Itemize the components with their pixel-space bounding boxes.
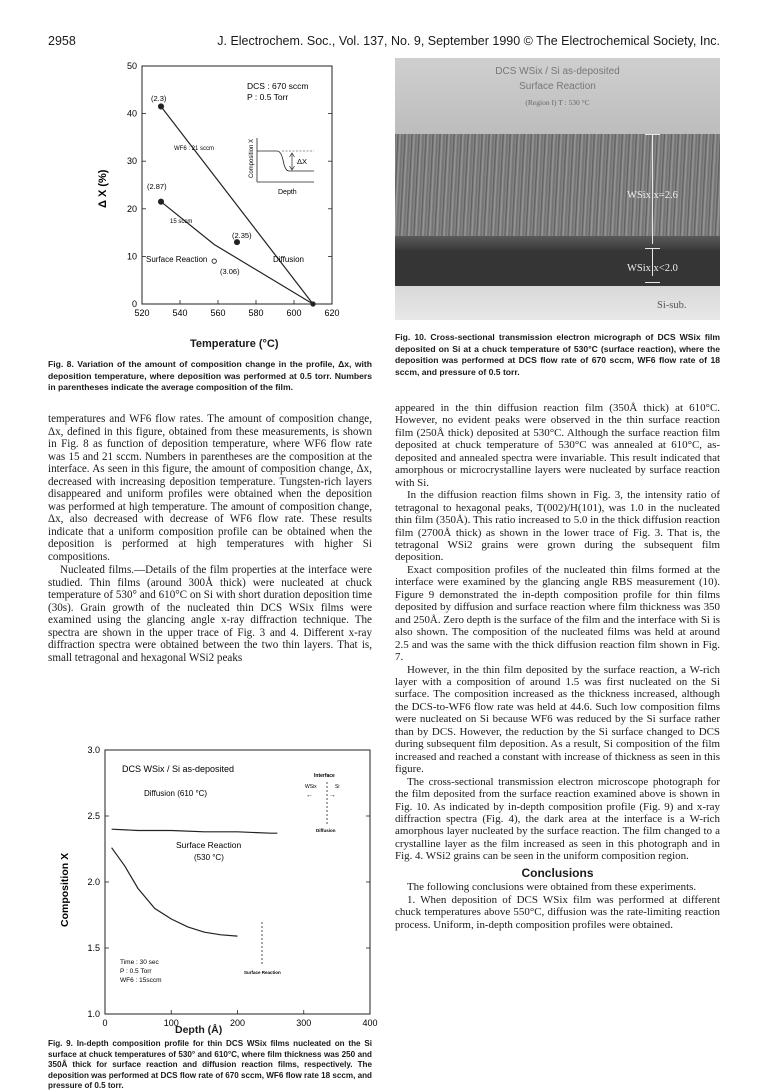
fig8-ytick-label: 10 <box>126 251 137 262</box>
fig9-series-line-1 <box>112 829 278 833</box>
fig10-crystalline-region <box>395 134 720 244</box>
fig8-ytick-label: 20 <box>126 203 137 214</box>
fig8-xtick-label: 520 <box>134 308 150 318</box>
left-column-text <box>48 413 372 664</box>
fig8-annot-wf6-21: WF6 : 21 sccm <box>174 146 215 152</box>
fig8-data-point <box>310 301 315 306</box>
fig10-title-3: (Region I) T : 530 °C <box>525 98 590 107</box>
fig9-condition-wf6: WF6 : 15sccm <box>120 977 162 984</box>
fig8-xtick-label: 560 <box>210 308 226 318</box>
right-column-text <box>395 402 720 931</box>
fig8-xtick-label: 580 <box>248 308 264 318</box>
fig10-title-1: DCS WSix / Si as-deposited <box>495 66 620 77</box>
fig8-data-point <box>234 240 239 245</box>
fig9-surface-label-2: (530 °C) <box>194 853 224 862</box>
fig8-y-axis-label: Δ X (%) <box>97 169 109 208</box>
conclusions-paragraph-2: 1. When deposition of DCS WSix film was performed at different chuck temperatures above 550°C, diffusion was the rate-limiting reaction process. Uniform, in-depth composition profiles were obtained. <box>395 893 720 931</box>
fig10-label-wsix-mid: WSix x<2.0 <box>627 263 678 274</box>
fig9-arrow-right-icon: → <box>329 792 336 799</box>
fig9-ticks <box>87 745 377 1028</box>
fig9-caption: Fig. 9. In-depth composition profile for thin DCS WSix films nucleated on the Si surface at chuck temperatures of 530° and 610°C, where film thickness was 250 and 350Å thick for surface reaction and diffusion reaction films, respectively. The deposition was performed at DCS flow rate of 670 sccm, WF6 flow rate 18 sccm, and pressure of 0.5 torr. <box>48 1039 372 1091</box>
right-paragraph-5: The cross-sectional transmission electron microscope photograph for the film deposited from the surface reaction examined above is shown in Fig. 10. As indicated by in-depth composition profile (Fig. 9) and x-ray diffraction spectra (Fig. 4), the dark area at the interface is a W-rich amorphous layer nucleated by the surface reaction. The film changed to a crystalline layer as the film increased as seen in this photograph and in Fig. 4. WSi2 grains can be seen in the uniform composition region. <box>395 775 720 863</box>
fig9-ytick-label: 2.5 <box>87 811 100 821</box>
fig8-inset-xlabel: Depth <box>278 189 297 196</box>
fig8-point-label-1: (2.3) <box>151 94 167 103</box>
fig10-caption: Fig. 10. Cross-sectional transmission electron micrograph of DCS WSix film deposited on Si at a chuck temperature of 530°C (surface reaction), where the deposition was performed at DCS flow rate of 670 sccm, WF6 flow rate of 18 sccm, and pressure of 0.5 torr. <box>395 332 720 377</box>
fig8-point-label-3: (2.35) <box>232 231 252 240</box>
fig9-surface-label-1: Surface Reaction <box>176 840 242 850</box>
page-number: 2958 <box>48 34 76 48</box>
fig8-ytick-label: 30 <box>126 156 137 167</box>
fig10-label-wsix-top: WSix x=2.6 <box>627 190 678 201</box>
fig9-xtick-label: 100 <box>163 1018 179 1028</box>
fig8-annot-pressure: P : 0.5 Torr <box>247 92 289 102</box>
fig8-inset <box>249 138 314 196</box>
fig9-ytick-label: 2.0 <box>87 877 100 887</box>
fig9-wsix-label: WSix <box>305 784 317 790</box>
fig9-ytick-label: 1.0 <box>87 1009 100 1019</box>
fig8-ytick-label: 0 <box>131 299 137 309</box>
fig8-xtick-label: 600 <box>286 308 302 318</box>
fig8-series <box>158 104 315 307</box>
fig9-surface-small-label: Surface Reaction <box>244 970 281 975</box>
fig8-point-label-2: (2.87) <box>147 182 167 191</box>
journal-citation: J. Electrochem. Soc., Vol. 137, No. 9, September 1990 © The Electrochemical Society, Inc. <box>217 34 720 48</box>
page-header <box>48 34 720 50</box>
fig8-inset-dx: ΔX <box>297 157 308 166</box>
fig9-si-label: Si <box>335 784 340 790</box>
fig8-annot-wf6-15: 15 sccm <box>170 219 193 225</box>
fig8-chart <box>82 60 382 360</box>
fig9-ytick-label: 1.5 <box>87 943 100 953</box>
fig9-interface-label: Interface <box>314 773 335 779</box>
fig8-caption: Fig. 8. Variation of the amount of composition change in the profile, Δx, with deposition temperature, where deposition was performed at 0.5 torr. Numbers in parentheses indicate the average composition of the film. <box>48 359 372 392</box>
fig9-condition-time: Time : 30 sec <box>120 959 159 966</box>
right-paragraph-4: However, in the thin film deposited by the surface reaction, a W-rich layer with a composition of around 1.5 was first nucleated on the Si surface. The composition increased as the thickness increased, although the DCS-to-WF6 flow rate was held at 44.6. Such low composition films were nucleated on Si because WF6 was reduced by the Si surface rather than by DCS. However, the reduction by the Si surface changed to DCS during subsequent film deposition. As a result, Si composition of the film increased and reached a constant with increase of thickness as seen in this figure. <box>395 663 720 776</box>
left-paragraph-1: temperatures and WF6 flow rates. The amount of composition change, Δx, defined in this figure, obtained from these measurements, is shown in Fig. 8 as function of deposition temperature, where WF6 flow rate was 15 and 21 sccm. Numbers in parentheses are the composition at the interface. As seen in this figure, the amount of composition change, Δx, decreased with increasing deposition temperature. Tungsten-rich layers disappeared and uniform profiles were obtained when the deposition was performed at high temperature. The amount of composition change, Δx, also decreased with decrease of WF6 flow rate. These results indicate that a uniform composition profile can be obtained when the deposition is performed at high temperatures with higher Si compositions. <box>48 413 372 563</box>
fig9-xtick-label: 400 <box>362 1018 378 1028</box>
fig10-title-2: Surface Reaction <box>519 81 596 92</box>
fig9-diffusion-small-label: Diffusion <box>316 828 336 833</box>
fig9-xtick-label: 200 <box>229 1018 246 1028</box>
fig9-title: DCS WSix / Si as-deposited <box>122 764 235 774</box>
conclusions-heading: Conclusions <box>521 865 594 880</box>
fig8-xtick-label: 620 <box>324 308 340 318</box>
fig8-annot-dcs: DCS : 670 sccm <box>247 81 309 91</box>
fig8-data-point <box>158 104 163 109</box>
fig8-series-line-2 <box>161 202 313 304</box>
left-paragraph-2: Nucleated films.—Details of the film properties at the interface were studied. Thin films (around 300Å thick) were nucleated at chuck temperature of 530° and 610°C on Si with short duration deposition time (30s). Grain growth of the nucleated thin DCS WSix films were examined using the glancing angle x-ray diffraction technique. The spectra are shown in the upper trace of Fig. 3 and 4. Different x-ray diffraction spectra were obtained between the two thin layers. That is, small tetragonal and hexagonal WSi2 peaks <box>48 564 372 664</box>
fig9-diffusion-label: Diffusion (610 °C) <box>144 789 208 798</box>
fig9-condition-pressure: P : 0.5 Torr <box>120 968 152 975</box>
fig10-label-si-sub: Si-sub. <box>657 300 687 311</box>
fig8-data-point <box>158 199 163 204</box>
fig8-annot-surface: Surface Reaction <box>146 255 208 264</box>
fig8-point-label-4: (3.06) <box>220 267 240 276</box>
fig10-micrograph <box>395 58 720 320</box>
right-paragraph-3: Exact composition profiles of the nucleated thin films formed at the interface were examined by the glancing angle RBS measurement (10). Figure 9 demonstrated the in-depth composition profile for thin films deposited by diffusion and surface reaction where film thickness was 350 and 250Å. Zero depth is the surface of the film and the interface with Si is also shown. The composition of the nucleated films was held at around 2.5 and was the same with the thick diffusion reaction film shown in Fig. 7. <box>395 563 720 664</box>
fig8-ytick-label: 50 <box>126 61 137 71</box>
fig8-data-point <box>212 259 216 263</box>
fig8-xtick-label: 540 <box>172 308 188 318</box>
conclusions-paragraph-1: The following conclusions were obtained from these experiments. <box>407 881 697 894</box>
fig9-chart <box>48 742 378 1032</box>
fig8-annot-diffusion: Diffusion <box>273 255 304 264</box>
fig9-ytick-label: 3.0 <box>87 745 100 755</box>
fig9-arrow-left-icon: ← <box>306 792 313 799</box>
fig8-inset-ylabel: Composition X <box>249 138 255 178</box>
right-paragraph-2: In the diffusion reaction films shown in Fig. 3, the intensity ratio of tetragonal to hexagonal peaks, T(002)/H(101), was 1.0 in the nucleated thin film (350Å). This ratio increased to 5.0 in the thick diffusion reaction film (2700Å thick) as shown in the lower trace of Fig. 3. That is, the tetragonal WSi2 grains were grown during the subsequent film deposition. <box>395 489 720 564</box>
fig9-xtick-label: 0 <box>102 1018 108 1028</box>
fig8-ytick-label: 40 <box>126 108 137 119</box>
fig9-x-axis-label: Depth (Å) <box>175 1024 223 1036</box>
fig9-y-axis-label: Composition X <box>59 852 71 927</box>
fig8-x-axis-label: Temperature (°C) <box>190 338 279 350</box>
fig9-xtick-label: 300 <box>296 1018 312 1028</box>
right-paragraph-1: appeared in the thin diffusion reaction film (350Å thick) at 610°C. However, no evident peaks were observed in the thin surface reaction film (250Å thick) deposited at 530°C. Although the surface reaction film deposited at chuck temperature of 530°C was annealed at 610°C, as-deposited and annealed spectra were invariable. This result indicated that amorphous or microcrystalline layers were nucleated by surface reaction with Si. <box>395 402 720 489</box>
